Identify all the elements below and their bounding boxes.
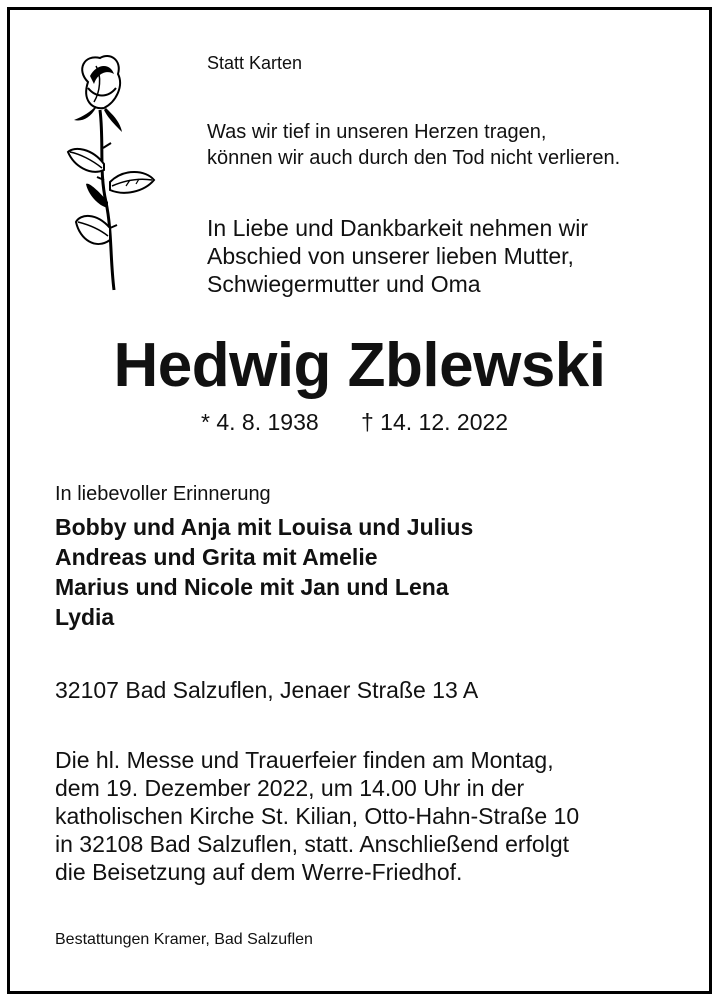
mourner-line-3: Marius und Nicole mit Jan und Lena (55, 574, 449, 600)
quote-line-2: können wir auch durch den Tod nicht verlieren. (207, 147, 621, 169)
remembrance-intro: In liebevoller Erinnerung (55, 483, 271, 505)
mourner-line-1: Bobby und Anja mit Louisa und Julius (55, 514, 474, 540)
birth-date: * 4. 8. 1938 (201, 409, 319, 435)
quote-line-1: Was wir tief in unseren Herzen tragen, (207, 121, 547, 143)
header-statt-karten: Statt Karten (207, 53, 303, 73)
mourner-line-2: Andreas und Grita mit Amelie (55, 544, 378, 570)
death-date: † 14. 12. 2022 (361, 409, 509, 435)
announcement-line-3: Schwiegermutter und Oma (207, 271, 481, 297)
rose-icon (66, 52, 158, 292)
announcement-line-2: Abschied von unserer lieben Mutter, (207, 243, 574, 269)
mourner-line-4: Lydia (55, 604, 115, 630)
service-line-5: die Beisetzung auf dem Werre-Friedhof. (55, 859, 463, 885)
announcement-line-1: In Liebe und Dankbarkeit nehmen wir (207, 215, 589, 241)
service-line-1: Die hl. Messe und Trauerfeier finden am Montag, (55, 747, 554, 773)
service-line-2: dem 19. Dezember 2022, um 14.00 Uhr in der (55, 775, 525, 801)
family-address: 32107 Bad Salzuflen, Jenaer Straße 13 A (55, 677, 479, 703)
funeral-home: Bestattungen Kramer, Bad Salzuflen (55, 931, 313, 948)
deceased-name: Hedwig Zblewski (113, 331, 606, 400)
service-line-4: in 32108 Bad Salzuflen, statt. Anschließend erfolgt (55, 831, 569, 857)
service-line-3: katholischen Kirche St. Kilian, Otto-Hahn-Straße 10 (55, 803, 580, 829)
